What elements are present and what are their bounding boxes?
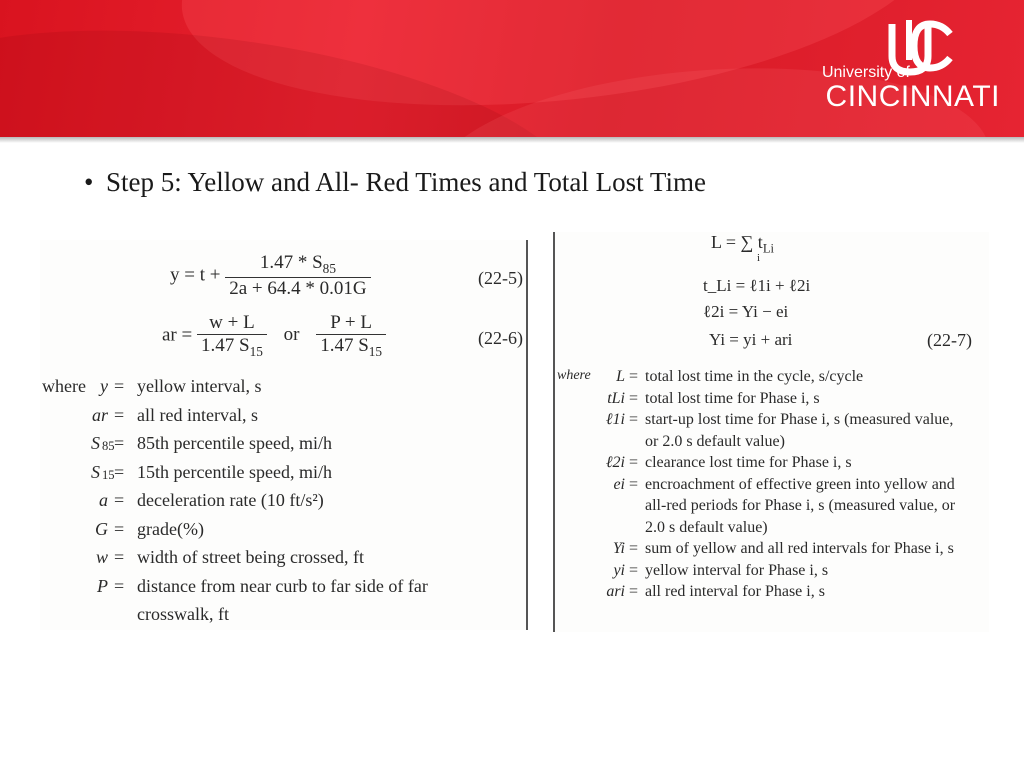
university-logo: [800, 20, 1000, 115]
definition-subscript: 15: [102, 467, 115, 482]
definition-continuation: crosswalk, ft: [137, 604, 229, 624]
equation-22-6: [162, 312, 386, 360]
definition-text: all-red periods for Phase i, s (measured value, or: [645, 497, 956, 514]
sum-index: i: [757, 252, 761, 264]
numerator-text: 1.47 * S: [259, 252, 323, 273]
equation-tLi: t_Li = ℓ1i + ℓ2i: [703, 276, 811, 295]
equals-sign: =: [629, 540, 639, 557]
definition-symbol: ei: [613, 475, 625, 493]
definition-symbol: y: [100, 376, 108, 396]
definition-symbol: L: [616, 368, 625, 385]
definition-text: all red interval for Phase i, s: [645, 583, 825, 600]
bullet-dot: •: [84, 167, 94, 197]
definition-symbol: G: [95, 518, 108, 539]
definition-text: 85th percentile speed, mi/h: [137, 433, 332, 453]
definition-symbol: P: [97, 575, 108, 596]
definition-text: grade(%): [137, 518, 204, 539]
definition-symbol: ar: [91, 404, 108, 425]
definition-text: 2.0 s default value): [645, 518, 768, 536]
definition-text: deceleration rate (10 ft/s²): [137, 490, 324, 510]
bullet-text: Step 5: Yellow and All- Red Times and Total Lost Time: [106, 167, 706, 197]
fraction: [225, 252, 370, 300]
definition-subscript: 85: [102, 439, 115, 453]
fraction-numerator: [225, 252, 370, 277]
definition-text: yellow interval for Phase i, s: [645, 561, 829, 579]
definition-symbol: a: [99, 490, 108, 510]
denominator-text: 1.47 S: [320, 335, 369, 356]
definition-symbol: S: [91, 433, 100, 453]
definition-text: width of street being crossed, ft: [137, 547, 364, 567]
definition-text: 15th percentile speed, mi/h: [137, 461, 332, 482]
definition-text: all red interval, s: [137, 404, 258, 425]
eq-L-sub: Li: [762, 241, 775, 256]
fraction-numerator: w + L: [209, 312, 255, 333]
where-label: where: [42, 376, 86, 396]
definition-text: encroachment of effective green into yellow and: [645, 475, 955, 493]
header-banner: [0, 0, 1024, 137]
definition-symbol: yi: [613, 561, 625, 579]
slide-bullet: [84, 167, 706, 198]
equals-sign: =: [629, 475, 639, 493]
denominator-sub: 15: [249, 343, 263, 359]
right-formula-panel: [553, 232, 989, 632]
equals-sign: =: [629, 583, 639, 600]
equals-sign: =: [114, 376, 125, 396]
definition-text: total lost time in the cycle, s/cycle: [645, 368, 864, 385]
numerator-sub: 85: [322, 260, 336, 276]
left-definitions: [40, 376, 528, 626]
left-formula-panel: [40, 240, 528, 630]
equals-sign: =: [114, 404, 125, 425]
eq-lhs: y = t +: [170, 264, 221, 286]
equals-sign: =: [629, 454, 639, 471]
equation-L: [711, 232, 775, 264]
fraction: [197, 312, 267, 360]
equals-sign: =: [629, 411, 639, 428]
equation-number: (22-5): [478, 268, 523, 288]
fraction-numerator: P + L: [330, 312, 372, 333]
fraction: [316, 312, 386, 360]
definition-symbol: ℓ1i: [605, 411, 625, 428]
equation-number: (22-7): [927, 330, 972, 350]
definition-symbol: ari: [606, 583, 625, 600]
denominator-text: 1.47 S: [200, 335, 250, 356]
logo-cincinnati-text: CINCINNATI: [825, 80, 1000, 113]
eq-L-text: L = ∑ t: [711, 232, 763, 252]
equals-sign: =: [114, 490, 125, 510]
equation-Yi: Yi = yi + ari: [709, 330, 793, 349]
definition-symbol: tLi: [607, 389, 625, 407]
definition-symbol: ℓ2i: [605, 454, 625, 471]
scan-edge-line: [526, 240, 528, 630]
right-definitions: [553, 364, 989, 624]
denominator-sub: 15: [368, 343, 383, 359]
equals-sign: =: [629, 561, 639, 579]
where-label: where: [557, 368, 591, 383]
fraction-denominator: [197, 334, 267, 360]
equals-sign: =: [114, 461, 125, 482]
definition-text: start-up lost time for Phase i, s (measured value,: [645, 411, 954, 428]
equation-number: (22-6): [478, 328, 523, 348]
equals-sign: =: [629, 389, 639, 407]
fraction-denominator: 2a + 64.4 * 0.01G: [225, 277, 370, 300]
eq-lhs: ar =: [162, 324, 193, 346]
or-text: or: [283, 324, 300, 346]
definition-text: or 2.0 s default value): [645, 432, 785, 450]
definition-text: yellow interval, s: [137, 376, 262, 396]
logo-university-text: University of: [821, 64, 910, 81]
equation-l2i: ℓ2i = Yi − ei: [703, 302, 789, 321]
definition-text: distance from near curb to far side of far: [137, 575, 428, 596]
equals-sign: =: [114, 518, 125, 539]
definition-text: sum of yellow and all red intervals for Phase i, s: [645, 540, 954, 557]
banner-shadow: [0, 137, 1024, 143]
definition-text: total lost time for Phase i, s: [645, 389, 820, 407]
equals-sign: =: [114, 547, 125, 567]
equals-sign: =: [114, 433, 125, 453]
definition-symbol: Yi: [612, 540, 625, 557]
equals-sign: =: [629, 368, 639, 385]
definition-symbol: S: [91, 461, 100, 482]
equals-sign: =: [114, 575, 125, 596]
equation-22-5: [170, 252, 371, 300]
fraction-denominator: [316, 334, 386, 360]
definition-symbol: w: [95, 547, 108, 567]
definition-text: clearance lost time for Phase i, s: [645, 454, 852, 471]
